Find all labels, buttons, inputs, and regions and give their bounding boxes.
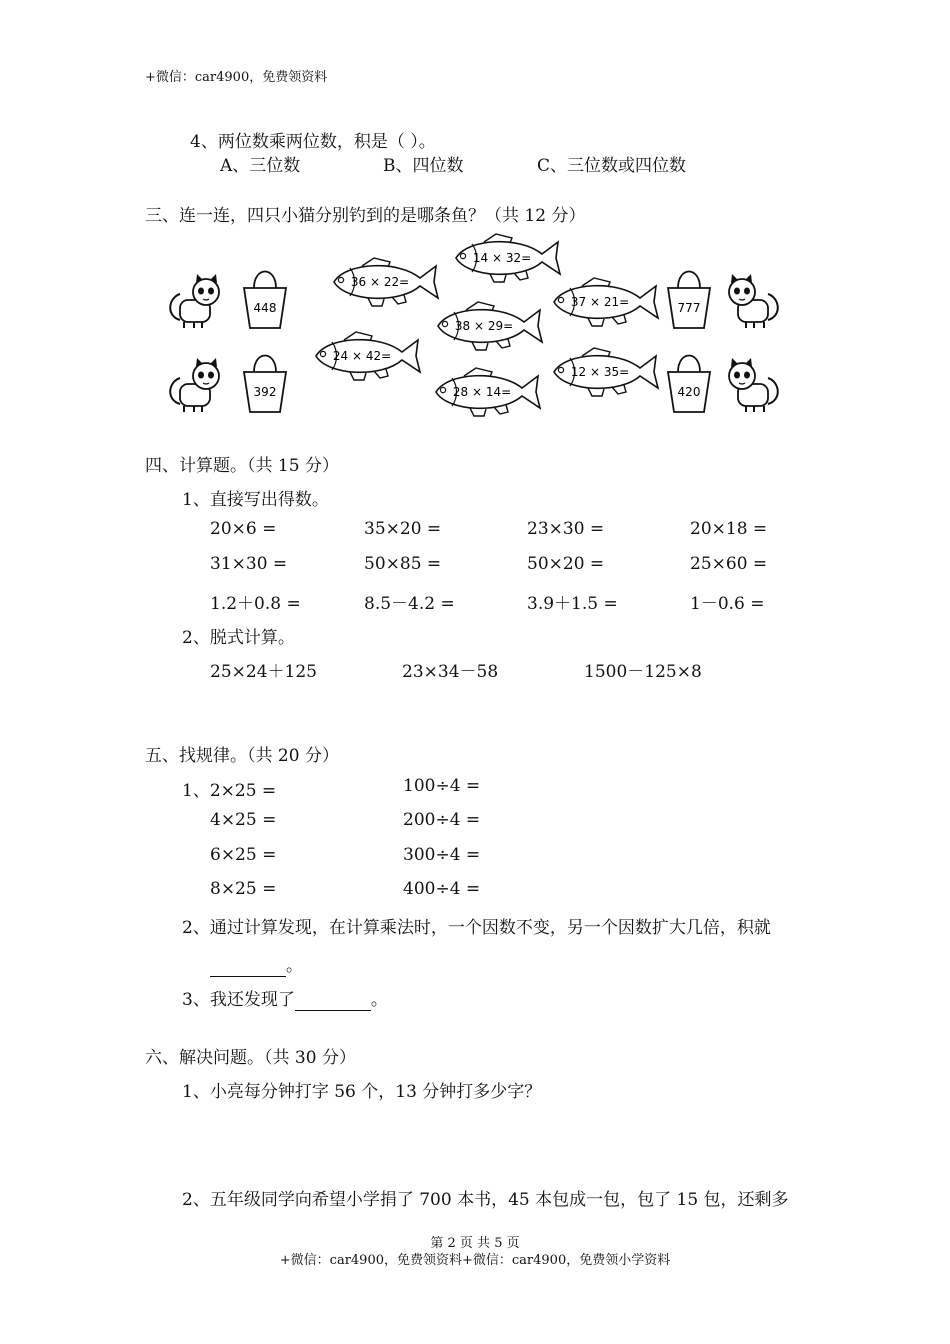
option-a: A、三位数	[220, 156, 301, 176]
q3-prefix: 3、我还发现了	[182, 990, 295, 1010]
punctuation: 。	[286, 956, 303, 976]
section5-q2: 2、通过计算发现，在计算乘法时，一个因数不变，另一个因数扩大几倍，积就	[182, 918, 771, 938]
pattern-item: 300÷4 =	[403, 845, 481, 865]
cat-icon	[170, 358, 219, 412]
section5-title: 五、找规律。（共 20 分）	[145, 746, 339, 766]
expression: 23×34－58	[402, 662, 499, 682]
expression: 25×24＋125	[210, 662, 317, 682]
pattern-item: 100÷4 =	[403, 776, 481, 796]
calc-item: 23×30 =	[527, 519, 605, 539]
fish-38x29[interactable]	[438, 302, 542, 350]
calc-item: 1.2＋0.8 =	[210, 594, 301, 614]
section4-title: 四、计算题。（共 15 分）	[145, 456, 339, 476]
fish-label: 12 × 35=	[570, 365, 630, 379]
pattern-item: 4×25 =	[210, 810, 277, 830]
calc-item: 25×60 =	[690, 554, 768, 574]
fish-label: 37 × 21=	[570, 295, 630, 309]
fish-28x14[interactable]	[436, 368, 540, 416]
fish-24x42[interactable]	[316, 332, 420, 380]
question-4-text: 4、两位数乘两位数，积是（ ）。	[190, 132, 436, 152]
section5-q3	[182, 985, 388, 1011]
bucket-label: 777	[677, 301, 701, 315]
answer-blank[interactable]	[295, 990, 371, 1011]
pattern-item: 200÷4 =	[403, 810, 481, 830]
cat-icon	[729, 358, 778, 412]
pattern-item: 400÷4 =	[403, 879, 481, 899]
pattern-item: 6×25 =	[210, 845, 277, 865]
bucket-448[interactable]	[244, 272, 286, 329]
calc-item: 1－0.6 =	[690, 594, 765, 614]
bucket-420[interactable]	[668, 356, 710, 413]
fish-label: 28 × 14=	[452, 385, 512, 399]
bucket-label: 448	[253, 301, 277, 315]
fish-14x32[interactable]	[456, 234, 560, 282]
footer-watermark: +微信：car4900，免费领资料+微信：car4900，免费领小学资料	[279, 1253, 671, 1268]
bucket-label: 420	[677, 385, 701, 399]
fish-label: 38 × 29=	[454, 319, 514, 333]
cat-icon	[729, 274, 778, 328]
section5-q2-answer	[210, 951, 303, 977]
fish-label: 24 × 42=	[332, 349, 392, 363]
bucket-label: 392	[253, 385, 277, 399]
section6-title: 六、解决问题。（共 30 分）	[145, 1048, 356, 1068]
section4-sub1: 1、直接写出得数。	[182, 490, 329, 510]
fish-label: 14 × 32=	[472, 251, 532, 265]
bucket-392[interactable]	[244, 356, 286, 413]
cat-fish-matching-puzzle	[160, 228, 790, 428]
calc-item: 31×30 =	[210, 554, 288, 574]
expression: 1500－125×8	[584, 662, 702, 682]
fish-label: 36 × 22=	[350, 275, 410, 289]
calc-item: 3.9＋1.5 =	[527, 594, 618, 614]
calc-item: 50×85 =	[364, 554, 442, 574]
pattern-item: 1、2×25 =	[182, 781, 277, 801]
page-number: 第 2 页 共 5 页	[430, 1236, 520, 1251]
cat-icon	[170, 274, 219, 328]
calc-item: 20×18 =	[690, 519, 768, 539]
punctuation: 。	[370, 990, 388, 1010]
fish-36x22[interactable]	[334, 258, 438, 306]
section4-sub2: 2、脱式计算。	[182, 628, 295, 648]
section3-title: 三、连一连，四只小猫分别钓到的是哪条鱼？（共 12 分）	[145, 206, 586, 226]
fish-12x35[interactable]	[554, 348, 658, 396]
header-watermark: +微信：car4900，免费领资料	[145, 70, 328, 85]
calc-item: 50×20 =	[527, 554, 605, 574]
option-b: B、四位数	[383, 156, 464, 176]
calc-item: 20×6 =	[210, 519, 277, 539]
calc-item: 35×20 =	[364, 519, 442, 539]
option-c: C、三位数或四位数	[537, 156, 687, 176]
calc-item: 8.5－4.2 =	[364, 594, 455, 614]
fish-37x21[interactable]	[554, 278, 658, 326]
pattern-item: 8×25 =	[210, 879, 277, 899]
bucket-777[interactable]	[668, 272, 710, 329]
section6-q1: 1、小亮每分钟打字 56 个，13 分钟打多少字？	[182, 1082, 542, 1102]
section6-q2: 2、五年级同学向希望小学捐了 700 本书，45 本包成一包，包了 15 包，还剩多	[182, 1190, 789, 1210]
answer-blank[interactable]	[210, 956, 286, 977]
